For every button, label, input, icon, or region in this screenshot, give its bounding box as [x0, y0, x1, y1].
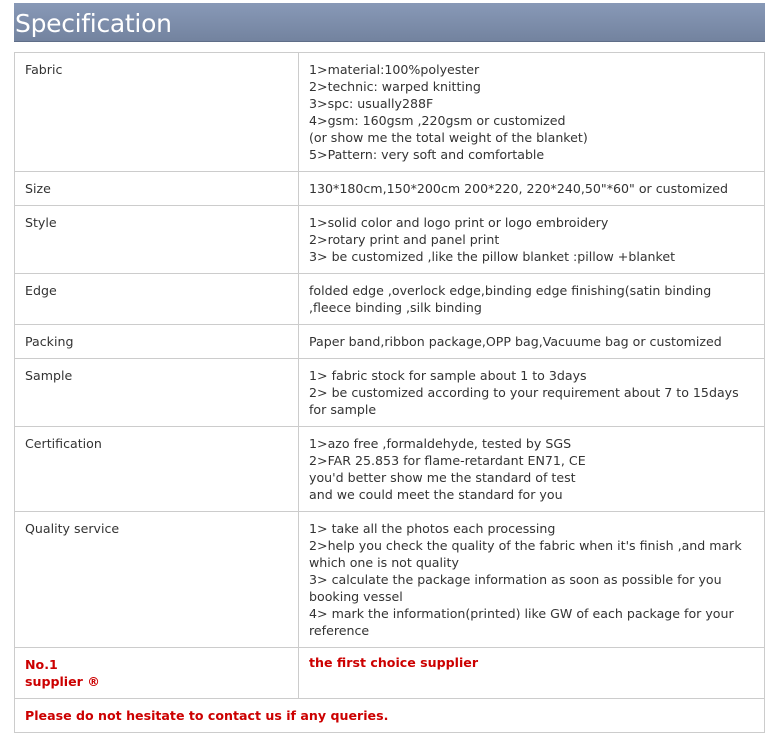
spec-key: Packing	[15, 325, 299, 359]
spec-key: Quality service	[15, 512, 299, 648]
spec-value-line: 1> fabric stock for sample about 1 to 3days	[309, 368, 587, 383]
table-row	[15, 512, 765, 648]
table-row	[15, 206, 765, 274]
spec-key: Edge	[15, 274, 299, 325]
spec-value	[299, 427, 765, 512]
table-row	[15, 359, 765, 427]
spec-value	[299, 172, 765, 206]
spec-value	[299, 325, 765, 359]
spec-value-line: booking vessel	[309, 589, 403, 604]
section-title: Specification	[15, 9, 172, 38]
spec-value-line: and we could meet the standard for you	[309, 487, 563, 502]
highlight-key-line2: supplier ®	[25, 674, 100, 689]
spec-value	[299, 206, 765, 274]
table-row	[15, 172, 765, 206]
spec-value	[299, 53, 765, 172]
spec-value-line: 4> mark the information(printed) like GW of each package for your	[309, 606, 734, 621]
highlight-key	[15, 648, 299, 699]
spec-value-line: 2>help you check the quality of the fabric when it's finish ,and mark	[309, 538, 742, 553]
spec-value-line: 3> be customized ,like the pillow blanket :pillow +blanket	[309, 249, 676, 264]
spec-value	[299, 274, 765, 325]
spec-value-line: (or show me the total weight of the blanket)	[309, 130, 588, 145]
spec-key: Size	[15, 172, 299, 206]
spec-value-line: reference	[309, 623, 370, 638]
spec-value	[299, 359, 765, 427]
spec-key: Certification	[15, 427, 299, 512]
spec-value-line: 4>gsm: 160gsm ,220gsm or customized	[309, 113, 566, 128]
spec-value-line: 3>spc: usually288F	[309, 96, 434, 111]
spec-key: Style	[15, 206, 299, 274]
spec-value-line: which one is not quality	[309, 555, 459, 570]
spec-value-line: 1>azo free ,formaldehyde, tested by SGS	[309, 436, 572, 451]
spec-value-line: 1>material:100%polyester	[309, 62, 480, 77]
spec-value-line: 1>solid color and logo print or logo embroidery	[309, 215, 609, 230]
table-row	[15, 325, 765, 359]
spec-value-line: 2>rotary print and panel print	[309, 232, 500, 247]
spec-value-line: folded edge ,overlock edge,binding edge finishing(satin binding	[309, 283, 712, 298]
spec-value-line: 2>technic: warped knitting	[309, 79, 481, 94]
spec-value-line: ,fleece binding ,silk binding	[309, 300, 482, 315]
table-row-contact	[15, 699, 765, 733]
highlight-key-line1: No.1	[25, 657, 58, 672]
spec-value-line: 2>FAR 25.853 for flame-retardant EN71, CE	[309, 453, 586, 468]
spec-value-line: 3> calculate the package information as soon as possible for you	[309, 572, 722, 587]
spec-key: Fabric	[15, 53, 299, 172]
spec-value-line: 5>Pattern: very soft and comfortable	[309, 147, 545, 162]
highlight-value: the first choice supplier	[299, 648, 765, 699]
table-row	[15, 274, 765, 325]
spec-value-line: you'd better show me the standard of test	[309, 470, 576, 485]
table-row-highlight	[15, 648, 765, 699]
spec-value-line: Paper band,ribbon package,OPP bag,Vacuume bag or customized	[309, 334, 722, 349]
spec-value-line: for sample	[309, 402, 377, 417]
contact-note: Please do not hesitate to contact us if any queries.	[15, 699, 765, 733]
spec-value-line: 1> take all the photos each processing	[309, 521, 556, 536]
spec-value	[299, 512, 765, 648]
table-row	[15, 53, 765, 172]
table-row	[15, 427, 765, 512]
section-header	[14, 3, 765, 42]
specification-table	[14, 52, 765, 733]
spec-value-line: 2> be customized according to your requirement about 7 to 15days	[309, 385, 739, 400]
spec-value-line: 130*180cm,150*200cm 200*220, 220*240,50"*60" or customized	[309, 181, 728, 196]
spec-key: Sample	[15, 359, 299, 427]
